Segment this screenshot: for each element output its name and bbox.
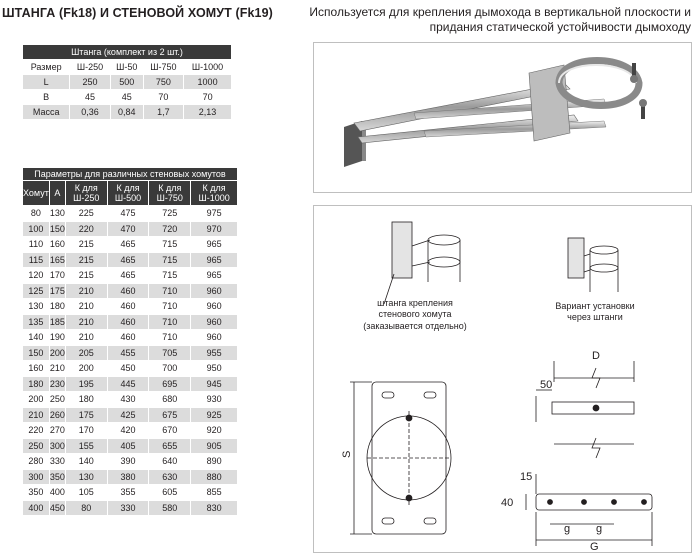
rod-cell: 1,7 (143, 105, 183, 120)
clamp-table-row (23, 423, 238, 439)
dim-50-label: 50 (540, 379, 553, 391)
clamp-col-header: К для Ш-500 (107, 181, 149, 206)
clamp-table-row (23, 500, 238, 516)
description-line-2: придания статической устойчивости дымоходу (429, 20, 691, 34)
clamp-table-row (23, 469, 238, 485)
clamp-cell: 130 (49, 206, 65, 222)
clamp-cell: 205 (65, 345, 107, 361)
rod-col-header: Ш-250 (70, 60, 110, 75)
clamp-cell: 280 (23, 454, 50, 470)
clamp-cell: 170 (49, 268, 65, 284)
clamp-table-caption: Параметры для различных стеновых хомутов (23, 168, 238, 181)
rod-cell: 2,13 (184, 105, 232, 120)
caption-rod-clamp (360, 298, 470, 332)
clamp-cell: 715 (149, 268, 191, 284)
clamp-cell: 150 (49, 221, 65, 237)
clamp-cell: 210 (49, 361, 65, 377)
clamp-cell: 455 (107, 345, 149, 361)
rod-col-header: Ш-50 (110, 60, 143, 75)
clamp-table-row (23, 299, 238, 315)
clamp-table-row (23, 252, 238, 268)
clamp-cell: 200 (23, 392, 50, 408)
caption-line: штанга крепления (377, 298, 453, 308)
clamp-cell: 705 (149, 345, 191, 361)
technical-drawing (313, 205, 692, 553)
clamp-cell: 165 (49, 252, 65, 268)
clamp-cell: 725 (149, 206, 191, 222)
rod-cell: 250 (70, 75, 110, 90)
clamp-cell: 355 (107, 485, 149, 501)
description (300, 5, 691, 35)
clamp-cell: 175 (65, 407, 107, 423)
clamp-table-row (23, 407, 238, 423)
dim-15-label: 15 (520, 471, 533, 483)
clamp-cell: 270 (49, 423, 65, 439)
clamp-cell: 120 (23, 268, 50, 284)
clamp-table-row (23, 361, 238, 377)
drawing-svg (314, 206, 691, 552)
clamp-table (22, 167, 238, 516)
clamp-col-header: Хомут (23, 181, 50, 206)
clamp-cell: 150 (23, 345, 50, 361)
clamp-cell: 220 (23, 423, 50, 439)
rod-col-header: Ш-750 (143, 60, 183, 75)
clamp-cell: 960 (191, 330, 238, 346)
rod-table-caption: Штанга (комплект из 2 шт.) (23, 45, 232, 60)
clamp-cell: 210 (65, 314, 107, 330)
clamp-cell: 210 (65, 299, 107, 315)
clamp-cell: 250 (49, 392, 65, 408)
rod-cell: 70 (143, 90, 183, 105)
clamp-table-row (23, 268, 238, 284)
clamp-cell: 330 (49, 454, 65, 470)
clamp-cell: 200 (49, 345, 65, 361)
clamp-cell: 225 (65, 206, 107, 222)
clamp-cell: 880 (191, 469, 238, 485)
clamp-cell: 605 (149, 485, 191, 501)
rod-cell: 0,84 (110, 105, 143, 120)
rod-cell: 70 (184, 90, 232, 105)
rod-table-row (23, 75, 232, 90)
clamp-cell: 715 (149, 237, 191, 253)
clamp-cell: 930 (191, 392, 238, 408)
clamp-cell: 460 (107, 299, 149, 315)
clamp-cell: 580 (149, 500, 191, 516)
description-line-1: Используется для крепления дымохода в вертикальной плоскости и (309, 5, 691, 19)
clamp-cell: 905 (191, 438, 238, 454)
clamp-table-row (23, 283, 238, 299)
clamp-cell: 425 (107, 407, 149, 423)
clamp-cell: 450 (107, 361, 149, 377)
clamp-cell: 670 (149, 423, 191, 439)
rod-table-row (23, 90, 232, 105)
clamp-cell: 460 (107, 330, 149, 346)
clamp-cell: 140 (65, 454, 107, 470)
clamp-cell: 420 (107, 423, 149, 439)
clamp-cell: 710 (149, 299, 191, 315)
clamp-cell: 125 (23, 283, 50, 299)
clamp-cell: 115 (23, 252, 50, 268)
clamp-table-row (23, 392, 238, 408)
rod-and-clamp-illustration (314, 43, 691, 192)
clamp-col-header: К для Ш-250 (65, 181, 107, 206)
clamp-cell: 130 (23, 299, 50, 315)
clamp-cell: 925 (191, 407, 238, 423)
clamp-cell: 460 (107, 283, 149, 299)
clamp-cell: 200 (65, 361, 107, 377)
caption-note: (заказывается отдельно) (363, 321, 467, 331)
clamp-cell: 950 (191, 361, 238, 377)
clamp-cell: 405 (107, 438, 149, 454)
wall-plate-shape (392, 222, 412, 278)
clamp-cell: 170 (65, 423, 107, 439)
clamp-cell: 180 (23, 376, 50, 392)
clamp-cell: 160 (23, 361, 50, 377)
clamp-cell: 630 (149, 469, 191, 485)
clamp-cell: 655 (149, 438, 191, 454)
clamp-cell: 960 (191, 299, 238, 315)
clamp-cell: 675 (149, 407, 191, 423)
clamp-table-row (23, 454, 238, 470)
clamp-cell: 105 (65, 485, 107, 501)
clamp-col-header: К для Ш-1000 (191, 181, 238, 206)
clamp-cell: 965 (191, 252, 238, 268)
dim-g1-label: g (564, 523, 571, 535)
clamp-cell: 210 (65, 330, 107, 346)
clamp-col-header: К для Ш-750 (149, 181, 191, 206)
clamp-cell: 890 (191, 454, 238, 470)
clamp-cell: 475 (107, 206, 149, 222)
clamp-table-row (23, 221, 238, 237)
rod-cell: 1000 (184, 75, 232, 90)
caption-line: Вариант установки (555, 301, 635, 311)
clamp-table-row (23, 376, 238, 392)
clamp-table-row (23, 237, 238, 253)
clamp-cell: 220 (65, 221, 107, 237)
clamp-cell: 720 (149, 221, 191, 237)
clamp-cell: 215 (65, 268, 107, 284)
clamp-cell: 195 (65, 376, 107, 392)
clamp-cell: 710 (149, 314, 191, 330)
clamp-cell: 250 (23, 438, 50, 454)
dim-D-label: D (592, 350, 600, 362)
clamp-cell: 695 (149, 376, 191, 392)
clamp-cell: 430 (107, 392, 149, 408)
rod-cell: 45 (70, 90, 110, 105)
clamp-cell: 230 (49, 376, 65, 392)
rod-cell: 500 (110, 75, 143, 90)
clamp-cell: 80 (65, 500, 107, 516)
clamp-cell: 155 (65, 438, 107, 454)
clamp-cell: 465 (107, 252, 149, 268)
clamp-cell: 80 (23, 206, 50, 222)
caption-line: стенового хомута (378, 309, 452, 319)
clamp-table-row (23, 438, 238, 454)
rod-cell: 45 (110, 90, 143, 105)
product-photo (313, 42, 692, 193)
clamp-cell: 945 (191, 376, 238, 392)
clamp-cell: 715 (149, 252, 191, 268)
clamp-cell: 210 (23, 407, 50, 423)
clamp-cell: 920 (191, 423, 238, 439)
rod-cell: L (23, 75, 70, 90)
clamp-cell: 330 (107, 500, 149, 516)
clamp-cell: 680 (149, 392, 191, 408)
clamp-cell: 965 (191, 268, 238, 284)
clamp-cell: 190 (49, 330, 65, 346)
clamp-cell: 640 (149, 454, 191, 470)
rod-cell: 0,36 (70, 105, 110, 120)
clamp-cell: 400 (49, 485, 65, 501)
rod-table (22, 44, 232, 120)
clamp-cell: 100 (23, 221, 50, 237)
dim-G-label: G (590, 541, 599, 552)
rod-col-header: Размер (23, 60, 70, 75)
clamp-table-row (23, 314, 238, 330)
clamp-cell: 960 (191, 283, 238, 299)
caption-line: через штанги (567, 312, 623, 322)
rod-col-header: Ш-1000 (184, 60, 232, 75)
clamp-cell: 185 (49, 314, 65, 330)
clamp-cell: 970 (191, 221, 238, 237)
clamp-cell: 710 (149, 283, 191, 299)
clamp-cell: 450 (49, 500, 65, 516)
rod-cell: B (23, 90, 70, 105)
clamp-cell: 210 (65, 283, 107, 299)
page-title: ШТАНГА (Fk18) И СТЕНОВОЙ ХОМУТ (Fk19) (2, 6, 273, 20)
clamp-cell: 465 (107, 237, 149, 253)
clamp-cell: 350 (23, 485, 50, 501)
clamp-cell: 175 (49, 283, 65, 299)
clamp-cell: 300 (49, 438, 65, 454)
clamp-table-row (23, 206, 238, 222)
clamp-cell: 350 (49, 469, 65, 485)
clamp-cell: 215 (65, 237, 107, 253)
caption-install-variant (540, 301, 650, 323)
clamp-cell: 855 (191, 485, 238, 501)
clamp-table-row (23, 485, 238, 501)
clamp-cell: 460 (107, 314, 149, 330)
clamp-cell: 180 (49, 299, 65, 315)
clamp-cell: 180 (65, 392, 107, 408)
clamp-cell: 710 (149, 330, 191, 346)
dim-40-label: 40 (501, 497, 514, 509)
clamp-cell: 830 (191, 500, 238, 516)
dim-S-label: S (341, 450, 353, 458)
clamp-cell: 390 (107, 454, 149, 470)
clamp-col-header: A (49, 181, 65, 206)
clamp-table-row (23, 345, 238, 361)
clamp-cell: 470 (107, 221, 149, 237)
clamp-cell: 130 (65, 469, 107, 485)
clamp-cell: 700 (149, 361, 191, 377)
rod-table-header-row (23, 60, 232, 75)
clamp-table-row (23, 330, 238, 346)
clamp-cell: 135 (23, 314, 50, 330)
rod-cell: 750 (143, 75, 183, 90)
dim-g2-label: g (596, 523, 603, 535)
clamp-cell: 400 (23, 500, 50, 516)
clamp-cell: 445 (107, 376, 149, 392)
clamp-cell: 215 (65, 252, 107, 268)
clamp-cell: 160 (49, 237, 65, 253)
clamp-cell: 965 (191, 237, 238, 253)
clamp-cell: 465 (107, 268, 149, 284)
rod-cell: Масса (23, 105, 70, 120)
clamp-cell: 300 (23, 469, 50, 485)
clamp-table-header-row (23, 181, 238, 206)
clamp-cell: 260 (49, 407, 65, 423)
clamp-cell: 140 (23, 330, 50, 346)
rod-table-row (23, 105, 232, 120)
clamp-cell: 960 (191, 314, 238, 330)
clamp-cell: 380 (107, 469, 149, 485)
clamp-cell: 975 (191, 206, 238, 222)
clamp-cell: 955 (191, 345, 238, 361)
clamp-cell: 110 (23, 237, 50, 253)
